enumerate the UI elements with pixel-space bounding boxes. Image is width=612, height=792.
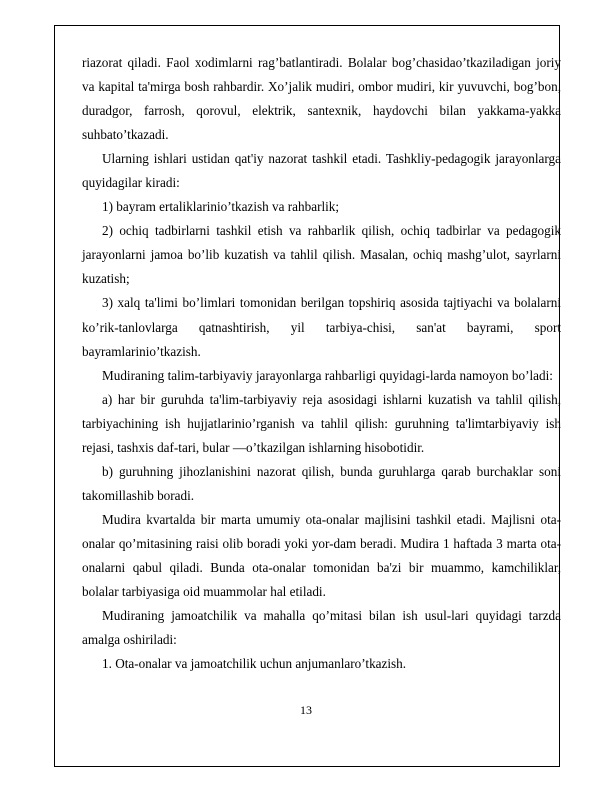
paragraph: 2) ochiq tadbirlarni tashkil etish va rahbarlik qilish, ochiq tadbirlar va pedagogik jarayonlarni jamoa bo’lib kuzatish va tahlil qilish. Masalan, ochiq mashg’ulot, sayrlarni kuzatish; bbox=[82, 223, 561, 287]
paragraph: Ularning ishlari ustidan qat'iy nazorat tashkil etadi. Tashkliy-pedagogik jarayonlarga quyidagilar kiradi: bbox=[82, 151, 561, 191]
paragraph: 3) xalq ta'limi bo’limlari tomonidan berilgan topshiriq asosida tajtiyachi va bolalarni ko’rik-tanlovlarga qatnashtirish, yil tarbiya-chisi, san'at bayrami, sport bayramlarinio’tkazish. bbox=[82, 295, 561, 359]
paragraph: b) guruhning jihozlanishini nazorat qilish, bunda guruhlarga qarab burchaklar soni takomillashib boradi. bbox=[82, 463, 561, 503]
paragraph: riazorat qiladi. Faol xodimlarni rag’batlantiradi. Bolalar bog’chasidao’tkaziladigan joriy va kapital ta'mirga bosh rahbardir. Xo’jalik mudiri, ombor mudiri, kir yuvuvchi, bog’bon, duradgor, farrosh, qorovul, elektrik, santexnik, haydovchi bilan yakkama-yakka suhbato’tkazadi. bbox=[82, 55, 561, 143]
paragraph: 1. Ota-onalar va jamoatchilik uchun anjumanlaro’tkazish. bbox=[102, 656, 407, 672]
paragraph: Mudira kvartalda bir marta umumiy ota-onalar majlisini tashkil etadi. Majlisni ota-onalar qo’mitasining raisi olib boradi yoki yor-dam beradi. Mudira 1 haftada 3 marta ota-onalarni qabul qiladi. Bunda ota-onalar tomonidan ba'zi bir muammo, kamchiliklar, bolalar tarbiyasiga oid muammolar hal etiladi. bbox=[82, 511, 561, 600]
page-number: 13 bbox=[300, 703, 312, 717]
paragraph: a) har bir guruhda ta'lim-tarbiyaviy reja asosidagi ishlarni kuzatish va tahlil qilish, tarbiyachining ish hujjatlarinio’rganish va tahlil qilish: guruhning ta'limtarbiyaviy ish rejasi, tashxis daf-tari, bular —o’tkazilgan ishlarning hisobotidir. bbox=[82, 391, 561, 455]
paragraph: 1) bayram ertaliklarinio’tkazish va rahbarlik; bbox=[102, 199, 340, 215]
paragraph: Mudiraning talim-tarbiyaviy jarayonlarga rahbarligi quyidagi-larda namoyon bo’ladi: bbox=[102, 367, 553, 383]
document-body bbox=[82, 51, 561, 676]
paragraph: Mudiraning jamoatchilik va mahalla qo’mitasi bilan ish usul-lari quyidagi tarzda amalga oshiriladi: bbox=[82, 608, 561, 648]
